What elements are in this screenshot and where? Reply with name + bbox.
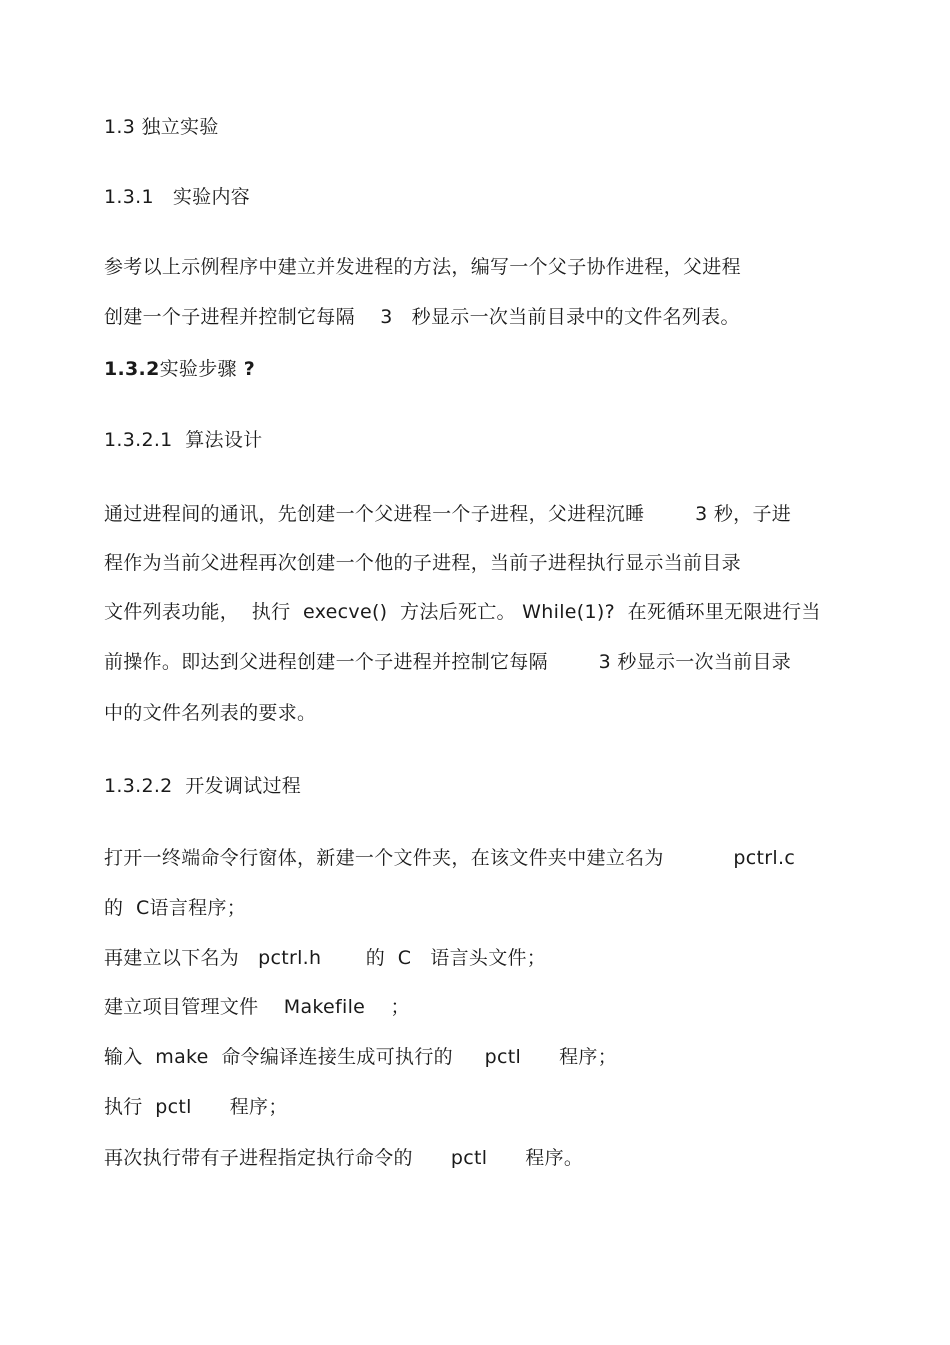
section-heading-1-3-2-2: 1.3.2.2 开发调试过程 [104, 775, 302, 797]
procedure-step-line: 执行 pctl 程序； [104, 1096, 288, 1118]
section-heading-1-3-2-1: 1.3.2.1 算法设计 [104, 429, 263, 451]
content-paragraph-line: 创建一个子进程并控制它每隔 3 秒显示一次当前目录中的文件名列表。 [104, 306, 740, 328]
algorithm-paragraph-line: 通过进程间的通讯，先创建一个父进程一个子进程，父进程沉睡 3 秒，子进 [104, 503, 792, 525]
procedure-step-line: 的 C语言程序； [104, 897, 247, 919]
section-heading-1-3-2 [104, 357, 255, 381]
procedure-step-line: 建立项目管理文件 Makefile ； [104, 996, 410, 1018]
algorithm-paragraph-line: 前操作。即达到父进程创建一个子进程并控制它每隔 3 秒显示一次当前目录 [104, 651, 792, 673]
algorithm-paragraph-line: 中的文件名列表的要求。 [104, 702, 317, 724]
procedure-step-line: 再次执行带有子进程指定执行命令的 pctl 程序。 [104, 1147, 584, 1169]
procedure-step-line: 打开一终端命令行窗体，新建一个文件夹，在该文件夹中建立名为 pctrl.c [104, 847, 796, 869]
heading-question-mark: ? [236, 358, 256, 380]
procedure-step-line: 输入 make 命令编译连接生成可执行的 pctl 程序； [104, 1046, 617, 1068]
algorithm-paragraph-line: 程作为当前父进程再次创建一个他的子进程，当前子进程执行显示当前目录 [104, 552, 741, 574]
procedure-step-line: 再建立以下名为 pctrl.h 的 C 语言头文件； [104, 947, 547, 969]
section-heading-1-3-1: 1.3.1 实验内容 [104, 186, 251, 208]
section-heading-1-3: 1.3 独立实验 [104, 116, 219, 138]
algorithm-paragraph-line: 文件列表功能， 执行 execve() 方法后死亡。 While(1)? 在死循环里无限进行当 [104, 601, 821, 623]
heading-text: 实验步骤 [159, 358, 237, 380]
heading-number: 1.3.2 [104, 358, 160, 380]
content-paragraph-line: 参考以上示例程序中建立并发进程的方法，编写一个父子协作进程，父进程 [104, 256, 741, 278]
